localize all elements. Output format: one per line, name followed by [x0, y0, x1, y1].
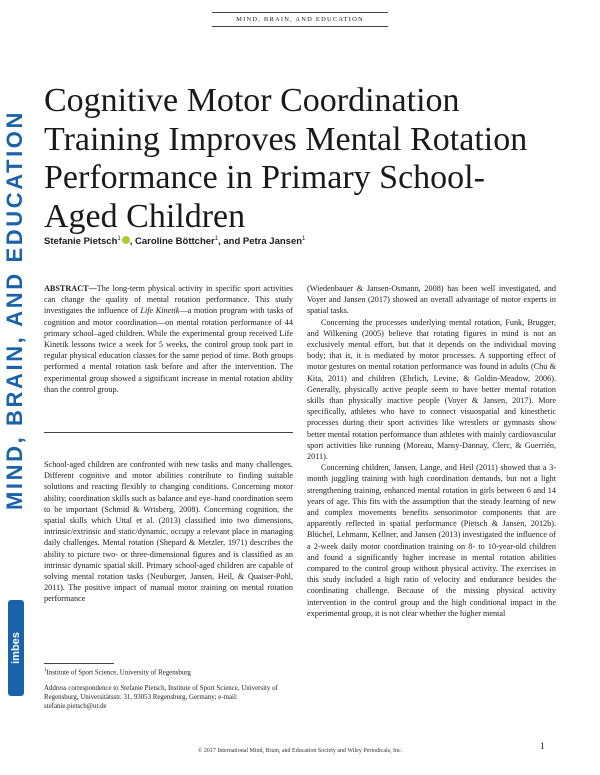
author-name: Stefanie Pietsch — [44, 236, 118, 248]
affiliation-text: Institute of Sport Science, University of Regensburg — [46, 669, 191, 677]
affiliation-marker: 1 — [214, 236, 219, 242]
orcid-icon[interactable] — [122, 236, 130, 244]
sidebar-journal-label — [0, 90, 32, 530]
article-title: Cognitive Motor Coordination Training Improves Mental Rotation Performance in Primary School-Aged Children — [44, 82, 528, 235]
affiliation-footnote-marker: 1 — [44, 668, 47, 673]
abstract-text-part2: —a motion program with tasks of cognition and motor coordination—on mental rotation performance of 44 primary school–aged children. While the experimental group received Life Kinetik lessons twice a week for 5 weeks, the control group took part in regular physical education classes for the same period of time. Both groups performed a mental rotation task before and after the intervention. The experimental group showed a significant increase in mental rotation ability than the control group. — [44, 306, 293, 394]
abstract-label: ABSTRACT— — [44, 284, 97, 293]
body-paragraph: Concerning the processes underlying mental rotation, Funk, Brugger, and Wilkening (2005) believe that rotating figures in mind is not an exclusively mental effort, but that it depends on the individual moving body; that is, it is mediated by motor processes. A supporting effect of motor gestures on mental rotation performance was found in adults (Chu & Kita, 2011) and children (Ehrlich, Levine, & Goldin-Meadow, 2006). Generally, physically active people seem to have better mental rotation skills than physically inactive people (Voyer & Jansen, 2017). More specifically, athletes who have to connect visuospatial and kinesthetic processes during their sport activities like wrestlers or gymnasts show better mental rotation performance than athletes with mainly cardiovascular sport activities like running (Moreau, Mansy-Dannay, Clerc, & Guerrién, 2011). — [307, 317, 556, 462]
footnote-divider — [44, 663, 114, 664]
affiliation-marker: 1 — [117, 236, 121, 242]
author-separator: , — [129, 236, 136, 248]
body-paragraph: School-aged children are confronted with new tasks and many challenges. Different cognitive and motor abilities contribute to finding suitable solutions and reacting flexibly to changing conditions. Concerning motor ability, coordination skills such as balance and eye–hand coordination seem to be important (Schmid & Wrisberg, 2008). Concerning cognition, the spatial skills which Uttal et al. (2013) classified into two dimensions, intrinsic/extrinsic and static/dynamic, occupy a relevant place in managing daily challenges. Mental rotation (Shepard & Metzler, 1971) describes the ability to picture two- or three-dimensional figures and is classified as an intrinsic dynamic spatial skill. Primary school-aged children are capable of solving mental rotation tasks (Neuburger, Jansen, Heil, & Quaiser-Pohl, 2011). The positive impact of manual motor training on mental rotation performance — [44, 460, 293, 604]
correspondence-footnote: Address correspondence to Stefanie Pietsch, Institute of Sport Science, University of Regensburg, Universitätsstr. 31, 93053 Regensburg, Germany; e-mail: stefanie.pietsch@ur.de — [44, 684, 278, 711]
affiliation-marker: 1 — [302, 236, 306, 242]
body-column-right — [307, 283, 556, 619]
footnotes — [44, 666, 293, 711]
body-paragraph: (Wiedenbauer & Jansen-Osmann, 2008) has been well investigated, and Voyer and Jansen (2017) showed an overall advantage of motor experts in spatial tasks. — [307, 284, 556, 316]
sidebar-journal-text: MIND, BRAIN, AND EDUCATION — [2, 109, 27, 511]
imbes-logo — [6, 598, 26, 698]
svg-text:imbes: imbes — [9, 632, 22, 664]
abstract-text-part1: The long-term physical activity in specific sport activities can change the quality of mental rotation performance. This study investigates the influence of — [44, 284, 293, 316]
running-head-rule-top — [212, 12, 388, 13]
running-head-rule-bottom — [212, 26, 388, 27]
author-name: Petra Jansen — [242, 236, 303, 248]
copyright-footer: © 2017 International Mind, Brain, and Education Society and Wiley Periodicals, Inc. — [197, 748, 403, 754]
journal-running-head: MIND, BRAIN, AND EDUCATION — [236, 16, 364, 23]
page-number: 1 — [540, 742, 545, 752]
abstract-divider — [44, 432, 293, 433]
author-separator: , and — [218, 236, 243, 248]
body-column-left — [44, 459, 293, 605]
affiliation-footnote — [44, 666, 293, 678]
body-paragraph: Concerning children, Jansen, Lange, and Heil (2011) showed that a 3-month juggling training with high coordination demands, but not a light strengthening training, enhanced mental rotation in girls between 6 and 14 years of age. This fits with the assumption that the steady learning of new and complex movements benefits sensorimotor components that are apparently reflected in spatial performance (Pietsch & Jansen, 2012b). Blüchel, Lehmann, Kellner, and Jansen (2013) investigated the influence of a 2-week daily motor coordination training on 8- to 10-year-old children and found a significantly higher increase in mental rotation abilities compared to the control group without physical activity. The exercises in this study included a high ratio of velocity and endurance besides the coordinating challenge. Because of the missing physical activity intervention in the control group and the high conditional impact in the experimental group, it is not clear whether the higher mental — [307, 463, 556, 618]
author-list — [44, 236, 544, 247]
abstract — [44, 283, 293, 395]
abstract-italic-term: Life Kinetik — [140, 306, 180, 316]
author-name: Caroline Böttcher — [135, 236, 215, 248]
